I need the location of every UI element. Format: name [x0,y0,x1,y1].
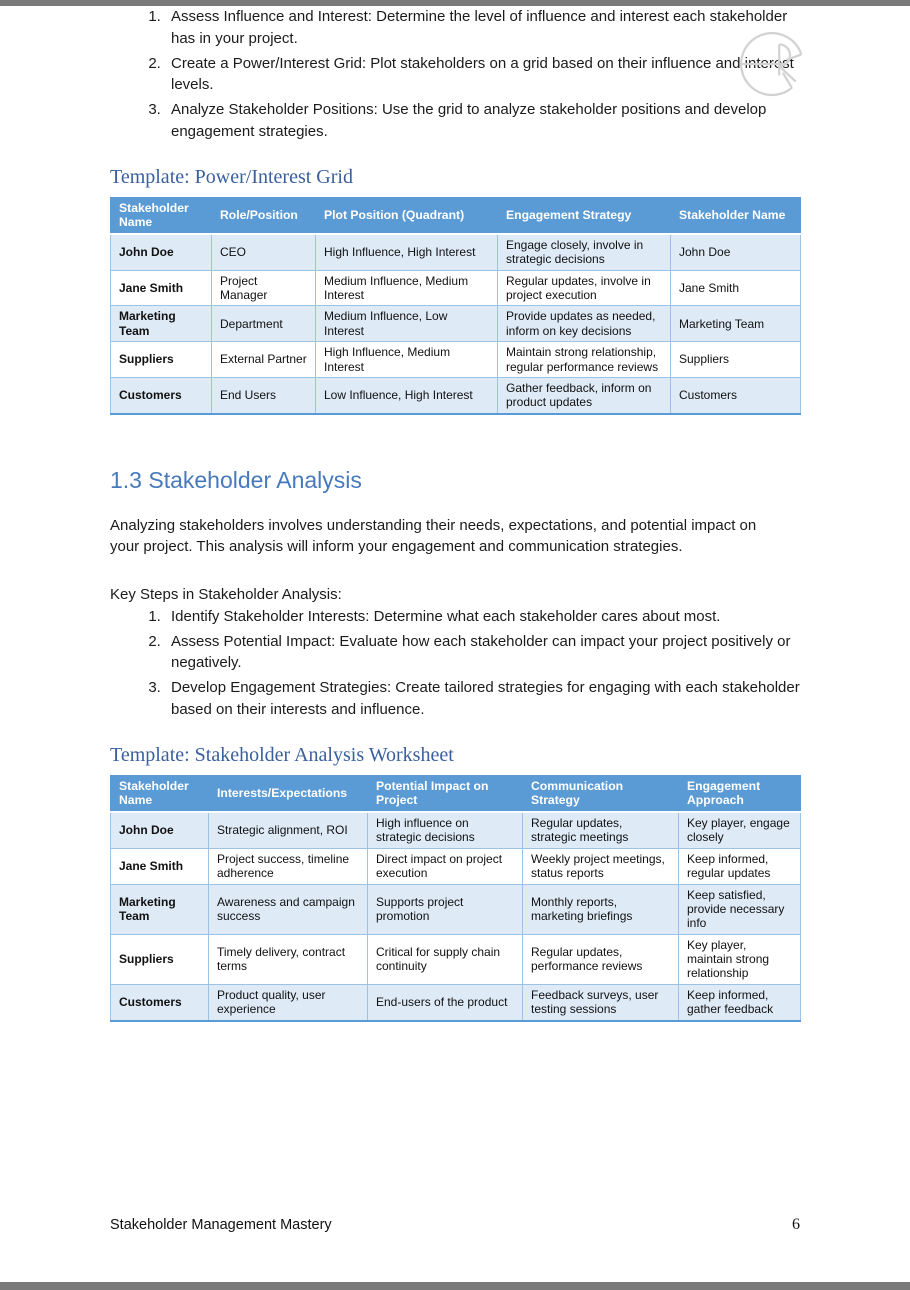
table-cell: Supports project promotion [368,884,523,934]
table-cell: Awareness and campaign success [209,884,368,934]
column-header: Communication Strategy [523,775,679,812]
table-header-row [111,775,801,812]
table-cell: Keep informed, gather feedback [679,984,801,1020]
column-header: Stakeholder Name [111,775,209,812]
page-footer [110,1216,800,1234]
row-header-cell: Marketing Team [111,884,209,934]
table-cell: Medium Influence, Medium Interest [316,270,498,306]
key-steps-label: Key Steps in Stakeholder Analysis: [110,586,342,604]
page-number: 6 [792,1216,800,1233]
table-row [111,377,801,413]
table-cell: Regular updates, involve in project execution [498,270,671,306]
column-header: Stakeholder Name [671,197,801,234]
table-row [111,812,801,848]
power-grid-steps-list [110,6,810,143]
table-cell: Regular updates, strategic meetings [523,812,679,848]
table-cell: John Doe [671,234,801,270]
table-row [111,848,801,884]
list-item: 1. Identify Stakeholder Interests: Determine what each stakeholder cares about most. [165,606,810,628]
table-row [111,884,801,934]
document-page [0,6,910,1282]
cr-monogram-icon [738,30,806,98]
power-interest-grid-table [110,197,801,415]
table-cell: Suppliers [671,342,801,378]
table-cell: Gather feedback, inform on product updates [498,377,671,413]
column-header: Stakeholder Name [111,197,212,234]
table-cell: Keep informed, regular updates [679,848,801,884]
table-row [111,934,801,984]
list-item: 3. Develop Engagement Strategies: Create tailored strategies for engaging with each stakeholder based on their interests and influence. [165,677,810,721]
table-cell: High influence on strategic decisions [368,812,523,848]
list-item: 3. Analyze Stakeholder Positions: Use the grid to analyze stakeholder positions and develop engagement strategies. [165,99,810,143]
table-row [111,984,801,1020]
row-header-cell: Suppliers [111,934,209,984]
table-cell: High Influence, High Interest [316,234,498,270]
list-item: 2. Assess Potential Impact: Evaluate how each stakeholder can impact your project positively or negatively. [165,631,810,675]
row-header-cell: John Doe [111,812,209,848]
table-cell: Low Influence, High Interest [316,377,498,413]
table-row [111,234,801,270]
row-header-cell: Marketing Team [111,306,212,342]
column-header: Interests/Expectations [209,775,368,812]
table-cell: Key player, engage closely [679,812,801,848]
table-cell: Weekly project meetings, status reports [523,848,679,884]
table-cell: Keep satisfied, provide necessary info [679,884,801,934]
column-header: Plot Position (Quadrant) [316,197,498,234]
table-cell: Jane Smith [671,270,801,306]
table-cell: Medium Influence, Low Interest [316,306,498,342]
section-heading-stakeholder-analysis: 1.3 Stakeholder Analysis [110,466,362,493]
table-cell: Engage closely, involve in strategic decisions [498,234,671,270]
list-item: 1. Assess Influence and Interest: Determine the level of influence and interest each stakeholder has in your project. [165,6,810,50]
footer-document-title: Stakeholder Management Mastery [110,1217,332,1233]
column-header: Engagement Approach [679,775,801,812]
table-cell: External Partner [212,342,316,378]
analysis-steps-list [110,606,810,721]
table-cell: Critical for supply chain continuity [368,934,523,984]
table-header-row [111,197,801,234]
table-cell: Strategic alignment, ROI [209,812,368,848]
table-cell: Key player, maintain strong relationship [679,934,801,984]
row-header-cell: Suppliers [111,342,212,378]
analysis-paragraph: Analyzing stakeholders involves understanding their needs, expectations, and potential impact on your project. This analysis will inform your engagement and communication strategies. [110,516,757,556]
template-heading-power-interest-grid: Template: Power/Interest Grid [110,165,353,188]
table-cell: End-users of the product [368,984,523,1020]
table-cell: Product quality, user experience [209,984,368,1020]
table-cell: Provide updates as needed, inform on key decisions [498,306,671,342]
table-cell: Maintain strong relationship, regular performance reviews [498,342,671,378]
list-item: 2. Create a Power/Interest Grid: Plot stakeholders on a grid based on their influence and interest levels. [165,53,810,97]
table-cell: Project success, timeline adherence [209,848,368,884]
column-header: Engagement Strategy [498,197,671,234]
table-row [111,306,801,342]
table-cell: High Influence, Medium Interest [316,342,498,378]
row-header-cell: Customers [111,984,209,1020]
table-cell: Department [212,306,316,342]
table-cell: Feedback surveys, user testing sessions [523,984,679,1020]
row-header-cell: Jane Smith [111,848,209,884]
page-content [110,6,800,1022]
row-header-cell: Customers [111,377,212,413]
column-header: Role/Position [212,197,316,234]
column-header: Potential Impact on Project [368,775,523,812]
stakeholder-analysis-worksheet-table [110,775,801,1022]
table-cell: Monthly reports, marketing briefings [523,884,679,934]
table-cell: Timely delivery, contract terms [209,934,368,984]
template-heading-analysis-worksheet: Template: Stakeholder Analysis Worksheet [110,743,454,766]
table-row [111,342,801,378]
table-cell: Direct impact on project execution [368,848,523,884]
table-cell: End Users [212,377,316,413]
table-cell: Project Manager [212,270,316,306]
table-cell: Customers [671,377,801,413]
table-cell: CEO [212,234,316,270]
page-separator-bottom [0,1282,910,1290]
table-cell: Marketing Team [671,306,801,342]
table-row [111,270,801,306]
row-header-cell: John Doe [111,234,212,270]
row-header-cell: Jane Smith [111,270,212,306]
table-cell: Regular updates, performance reviews [523,934,679,984]
